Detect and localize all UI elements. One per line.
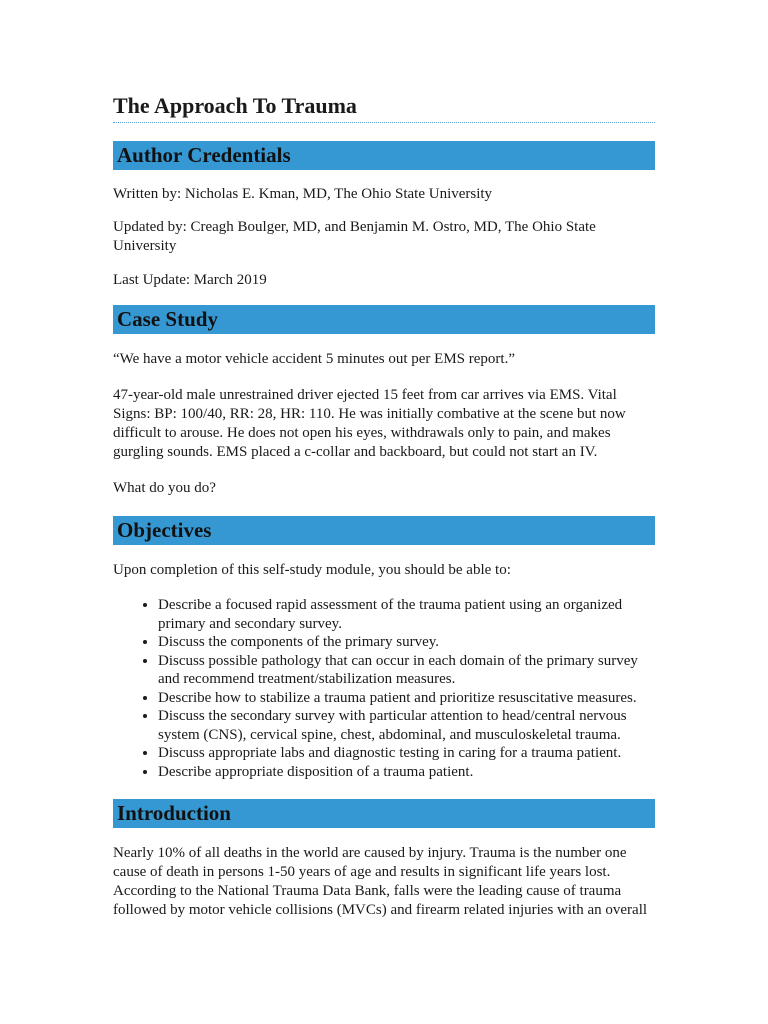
last-update-text: Last Update: March 2019	[113, 272, 267, 288]
objectives-intro: Upon completion of this self-study module, you should be able to:	[113, 562, 511, 578]
case-study-details: 47-year-old male unrestrained driver ejected 15 feet from car arrives via EMS. Vital Signs: BP: 100/40, RR: 28, HR: 110. He was initially combative at the scene but now difficult to arouse. He does not open his eyes, withdrawals only to pain, and makes gurgling sounds. EMS placed a c-collar and backboard, but could not start an IV.	[113, 387, 626, 460]
objective-item: • Discuss the components of the primary survey.	[158, 633, 655, 652]
written-by-text: Written by: Nicholas E. Kman, MD, The Ohio State University	[113, 186, 493, 202]
objective-item: • Discuss the secondary survey with particular attention to head/central nervous system (CNS), cervical spine, chest, abdominal, and musculoskeletal trauma.	[158, 707, 655, 744]
updated-by-text: Updated by: Creagh Boulger, MD, and Benjamin M. Ostro, MD, The Ohio State University	[113, 219, 596, 254]
introduction-text: Nearly 10% of all deaths in the world are caused by injury. Trauma is the number one cause of death in persons 1-50 years of age and results in significant life years lost. According to the National Trauma Data Bank, falls were the leading cause of trauma followed by motor vehicle collisions (MVCs) and firearm related injuries with an overall	[113, 845, 648, 918]
page-title: The Approach To Trauma	[113, 92, 655, 123]
section-heading-author-credentials: Author Credentials	[113, 141, 655, 170]
objective-item: • Describe how to stabilize a trauma patient and prioritize resuscitative measures.	[158, 689, 655, 708]
section-heading-case-study: Case Study	[113, 305, 655, 334]
case-study-question: What do you do?	[113, 480, 216, 496]
document-body	[113, 92, 655, 920]
objectives-list	[113, 596, 655, 781]
section-heading-objectives: Objectives	[113, 516, 655, 545]
objective-item: • Discuss possible pathology that can occur in each domain of the primary survey and recommend treatment/stabilization measures.	[158, 652, 655, 689]
section-heading-introduction: Introduction	[113, 799, 655, 828]
objective-item: • Discuss appropriate labs and diagnostic testing in caring for a trauma patient.	[158, 744, 655, 763]
objective-item: • Describe a focused rapid assessment of the trauma patient using an organized primary and secondary survey.	[158, 596, 655, 633]
objective-item: • Describe appropriate disposition of a trauma patient.	[158, 763, 655, 782]
case-study-quote: “We have a motor vehicle accident 5 minutes out per EMS report.”	[113, 351, 515, 367]
